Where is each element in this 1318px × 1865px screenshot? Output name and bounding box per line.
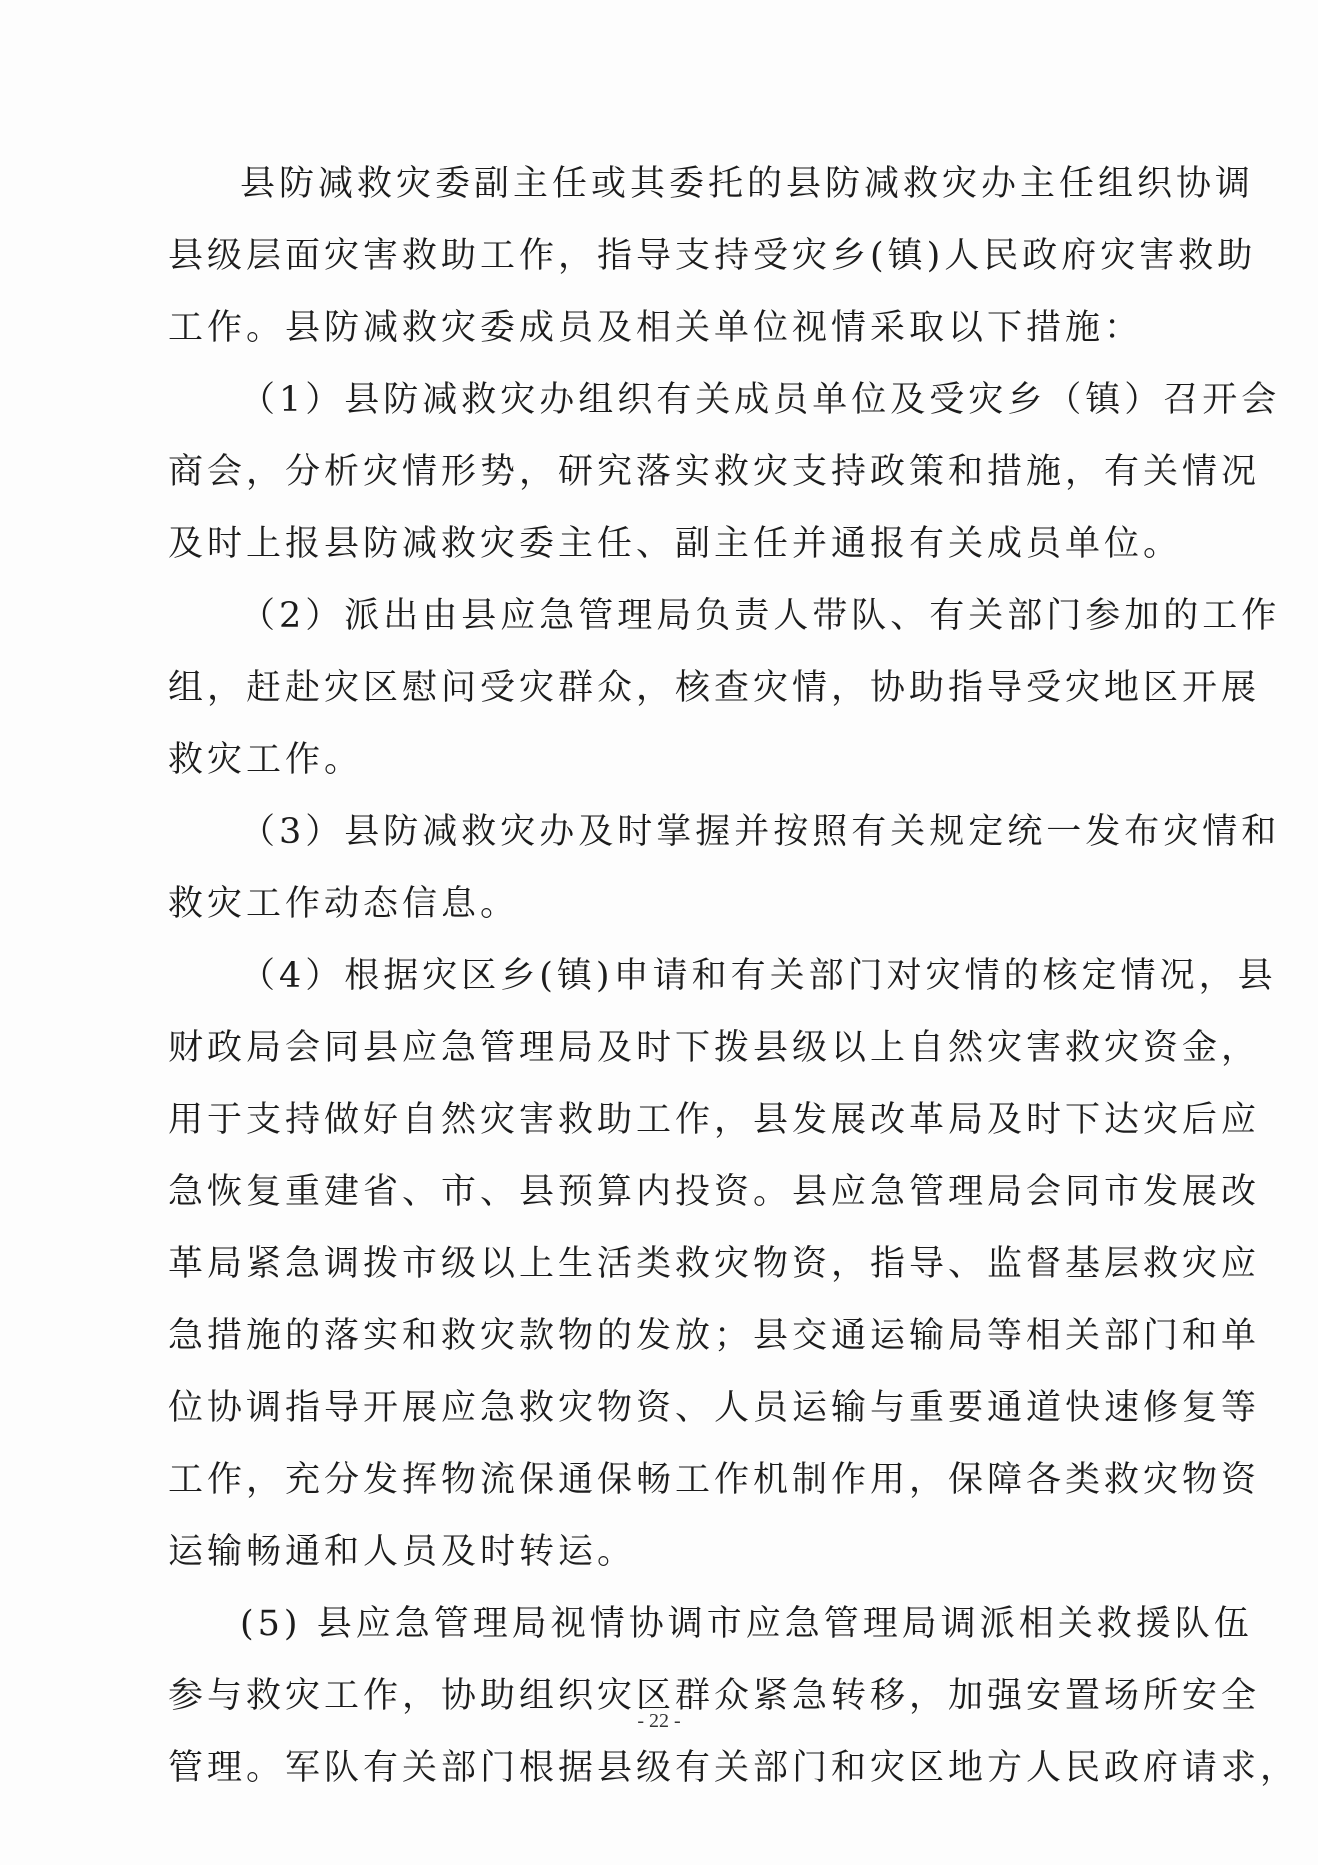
text-line: 急措施的落实和救灾款物的发放；县交通运输局等相关部门和单 — [168, 1316, 1261, 1356]
text-line: （3）县防减救灾办及时掌握并按照有关规定统一发布灾情和 — [240, 812, 1281, 852]
text-line: 参与救灾工作，协助组织灾区群众紧急转移，加强安置场所安全 — [168, 1676, 1261, 1716]
text-line: 位协调指导开展应急救灾物资、人员运输与重要通道快速修复等 — [168, 1388, 1261, 1428]
page-number: - 22 - — [637, 1710, 681, 1732]
text-line: 管理。军队有关部门根据县级有关部门和灾区地方人民政府请求， — [168, 1748, 1300, 1788]
text-line: 运输畅通和人员及时转运。 — [168, 1532, 637, 1572]
text-line: 革局紧急调拨市级以上生活类救灾物资，指导、监督基层救灾应 — [168, 1244, 1261, 1284]
text-line: 救灾工作动态信息。 — [168, 884, 520, 924]
text-line: 工作，充分发挥物流保通保畅工作机制作用，保障各类救灾物资 — [168, 1460, 1261, 1500]
text-line: 及时上报县防减救灾委主任、副主任并通报有关成员单位。 — [168, 524, 1183, 564]
text-line: 用于支持做好自然灾害救助工作，县发展改革局及时下达灾后应 — [168, 1100, 1261, 1140]
text-line: 商会，分析灾情形势，研究落实救灾支持政策和措施，有关情况 — [168, 452, 1261, 492]
text-line: (5) 县应急管理局视情协调市应急管理局调派相关救援队伍 — [240, 1604, 1253, 1644]
text-line: 组，赶赴灾区慰问受灾群众，核查灾情，协助指导受灾地区开展 — [168, 668, 1261, 708]
body-text — [168, 148, 1300, 1804]
text-line: 财政局会同县应急管理局及时下拨县级以上自然灾害救灾资金， — [168, 1028, 1261, 1068]
text-line: 急恢复重建省、市、县预算内投资。县应急管理局会同市发展改 — [168, 1172, 1261, 1212]
text-line: 县级层面灾害救助工作，指导支持受灾乡(镇)人民政府灾害救助 — [168, 236, 1257, 276]
paragraph — [168, 148, 1257, 364]
text-line: 救灾工作。 — [168, 740, 364, 780]
text-line: 工作。县防减救灾委成员及相关单位视情采取以下措施： — [168, 308, 1144, 348]
text-line: （2）派出由县应急管理局负责人带队、有关部门参加的工作 — [240, 596, 1281, 636]
text-line: （4）根据灾区乡(镇)申请和有关部门对灾情的核定情况，县 — [240, 956, 1277, 996]
text-line: （1）县防减救灾办组织有关成员单位及受灾乡（镇）召开会 — [240, 380, 1281, 420]
paragraph — [168, 364, 1281, 580]
paragraph — [168, 1588, 1300, 1804]
paragraph — [168, 796, 1281, 940]
paragraph — [168, 580, 1281, 796]
text-line: 县防减救灾委副主任或其委托的县防减救灾办主任组织协调 — [240, 164, 1255, 204]
paragraph — [168, 940, 1277, 1588]
